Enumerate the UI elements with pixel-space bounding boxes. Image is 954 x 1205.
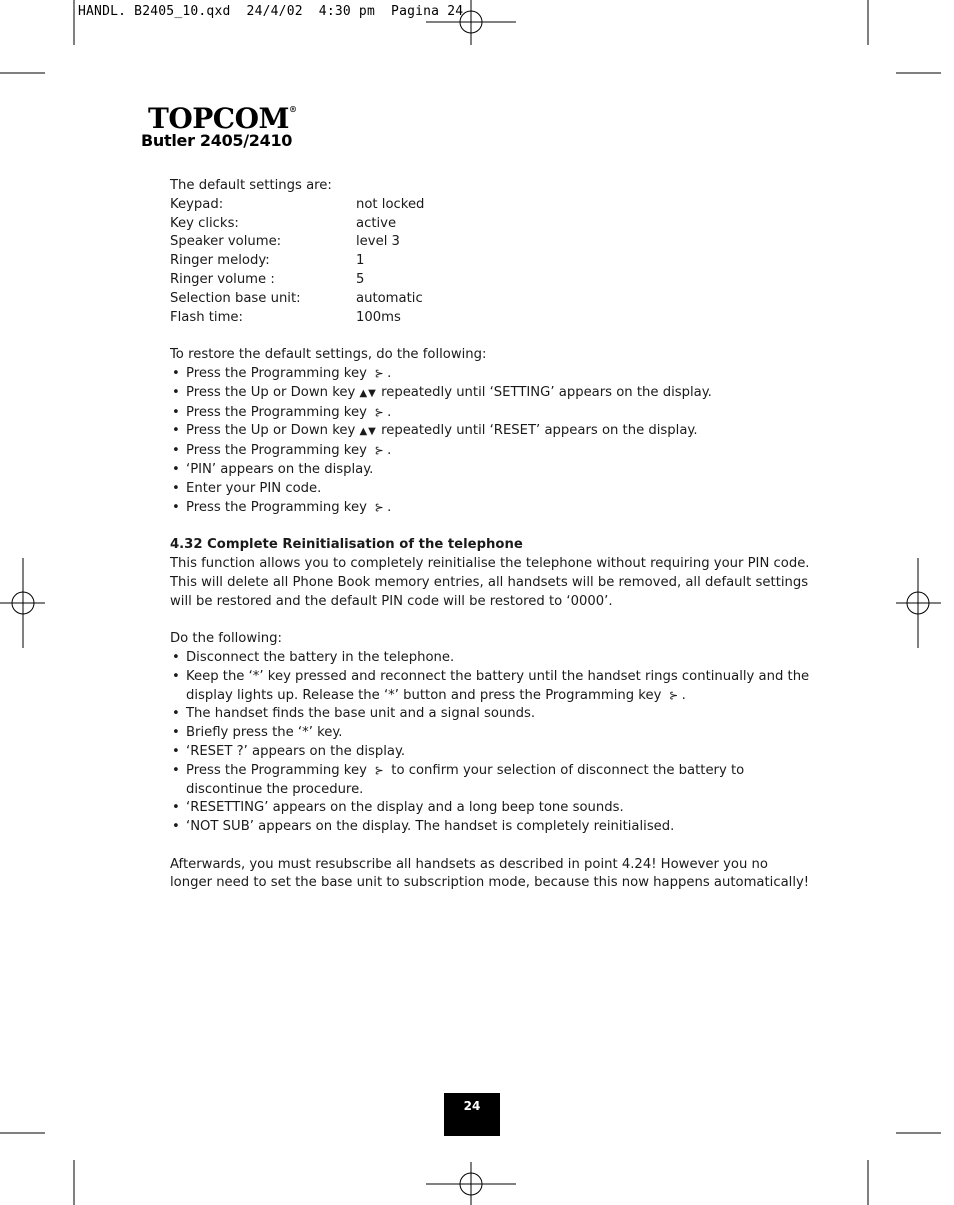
- page-number: 24: [444, 1093, 500, 1136]
- defaults-intro: The default settings are:: [170, 178, 332, 193]
- defaults-row: [170, 233, 810, 252]
- setting-value: level 3: [356, 234, 400, 250]
- list-item: • The handset finds the base unit and a signal sounds.: [170, 705, 810, 724]
- up-down-arrows-icon: ▲▼: [359, 426, 377, 438]
- list-item: • ‘PIN’ appears on the display.: [170, 461, 810, 480]
- setting-value: 100ms: [356, 309, 401, 325]
- setting-value: 1: [356, 253, 365, 269]
- setting-value: 5: [356, 271, 365, 287]
- setting-label: Key clicks:: [170, 215, 239, 231]
- programming-key-icon: ⊱: [668, 688, 679, 702]
- defaults-row: [170, 252, 810, 271]
- list-item: • Briefly press the ‘*’ key.: [170, 724, 810, 743]
- programming-key-icon: ⊱: [374, 405, 384, 419]
- list-item: • Press the Up or Down key ▲▼ repeatedly until ‘SETTING’ appears on the display.: [170, 384, 810, 404]
- list-item: • Press the Programming key ⊱ to confirm your selection of disconnect the battery to discontinue the procedure.: [170, 762, 810, 800]
- list-item: • ‘RESET ?’ appears on the display.: [170, 743, 810, 762]
- list-item: • Press the Programming key ⊱ .: [170, 499, 810, 518]
- file-slug: HANDL. B2405_10.qxd 24/4/02 4:30 pm Pagina 24: [78, 4, 464, 19]
- list-item: • Press the Programming key ⊱ .: [170, 404, 810, 423]
- setting-label: Flash time:: [170, 309, 243, 325]
- list-item: • Press the Programming key ⊱ .: [170, 365, 810, 384]
- defaults-row: [170, 215, 810, 234]
- brand-logo: TOPCOM®: [148, 102, 297, 135]
- main-content: [170, 177, 810, 893]
- setting-value: active: [356, 215, 397, 231]
- model-title: Butler 2405/2410: [141, 131, 293, 150]
- list-item: • Enter your PIN code.: [170, 480, 810, 499]
- list-item: • Disconnect the battery in the telephone.: [170, 649, 810, 668]
- list-item: • Press the Programming key ⊱ .: [170, 442, 810, 461]
- programming-key-icon: ⊱: [374, 763, 384, 777]
- list-item: • ‘RESETTING’ appears on the display and a long beep tone sounds.: [170, 799, 810, 818]
- defaults-row: [170, 290, 810, 309]
- setting-value: not locked: [356, 196, 425, 212]
- brand-name: TOPCOM: [148, 102, 289, 135]
- setting-label: Selection base unit:: [170, 290, 301, 306]
- defaults-row: [170, 271, 810, 290]
- list-item: • Keep the ‘*’ key pressed and reconnect the battery until the handset rings continually and the display lights up. Release the ‘*’ button and press the Programming key ⊱ .: [170, 668, 810, 706]
- restore-intro: To restore the default settings, do the following:: [170, 347, 487, 363]
- defaults-row: [170, 309, 810, 328]
- list-item: • ‘NOT SUB’ appears on the display. The handset is completely reinitialised.: [170, 818, 810, 837]
- closing-paragraph: Afterwards, you must resubscribe all handsets as described in point 4.24! However you no longer need to set the base unit to subscription mode, because this now happens automatically!: [170, 856, 810, 891]
- programming-key-icon: ⊱: [374, 366, 384, 380]
- reinit-steps: [170, 649, 810, 837]
- programming-key-icon: ⊱: [374, 444, 384, 458]
- restore-steps: [170, 365, 810, 517]
- steps-intro: Do the following:: [170, 631, 282, 647]
- section-heading: 4.32 Complete Reinitialisation of the telephone: [170, 537, 523, 553]
- section-paragraph: This function allows you to completely reinitialise the telephone without requiring your PIN code. This will delete all Phone Book memory entries, all handsets will be removed, all default settings will be restored and the default PIN code will be restored to ‘0000’.: [170, 555, 810, 609]
- defaults-row: [170, 196, 810, 215]
- defaults-table: [170, 196, 810, 328]
- up-down-arrows-icon: ▲▼: [359, 387, 377, 399]
- setting-label: Ringer melody:: [170, 253, 270, 269]
- setting-label: Ringer volume :: [170, 271, 275, 287]
- programming-key-icon: ⊱: [374, 500, 384, 514]
- setting-value: automatic: [356, 290, 423, 306]
- setting-label: Keypad:: [170, 196, 224, 212]
- setting-label: Speaker volume:: [170, 234, 282, 250]
- list-item: • Press the Up or Down key ▲▼ repeatedly until ‘RESET’ appears on the display.: [170, 422, 810, 442]
